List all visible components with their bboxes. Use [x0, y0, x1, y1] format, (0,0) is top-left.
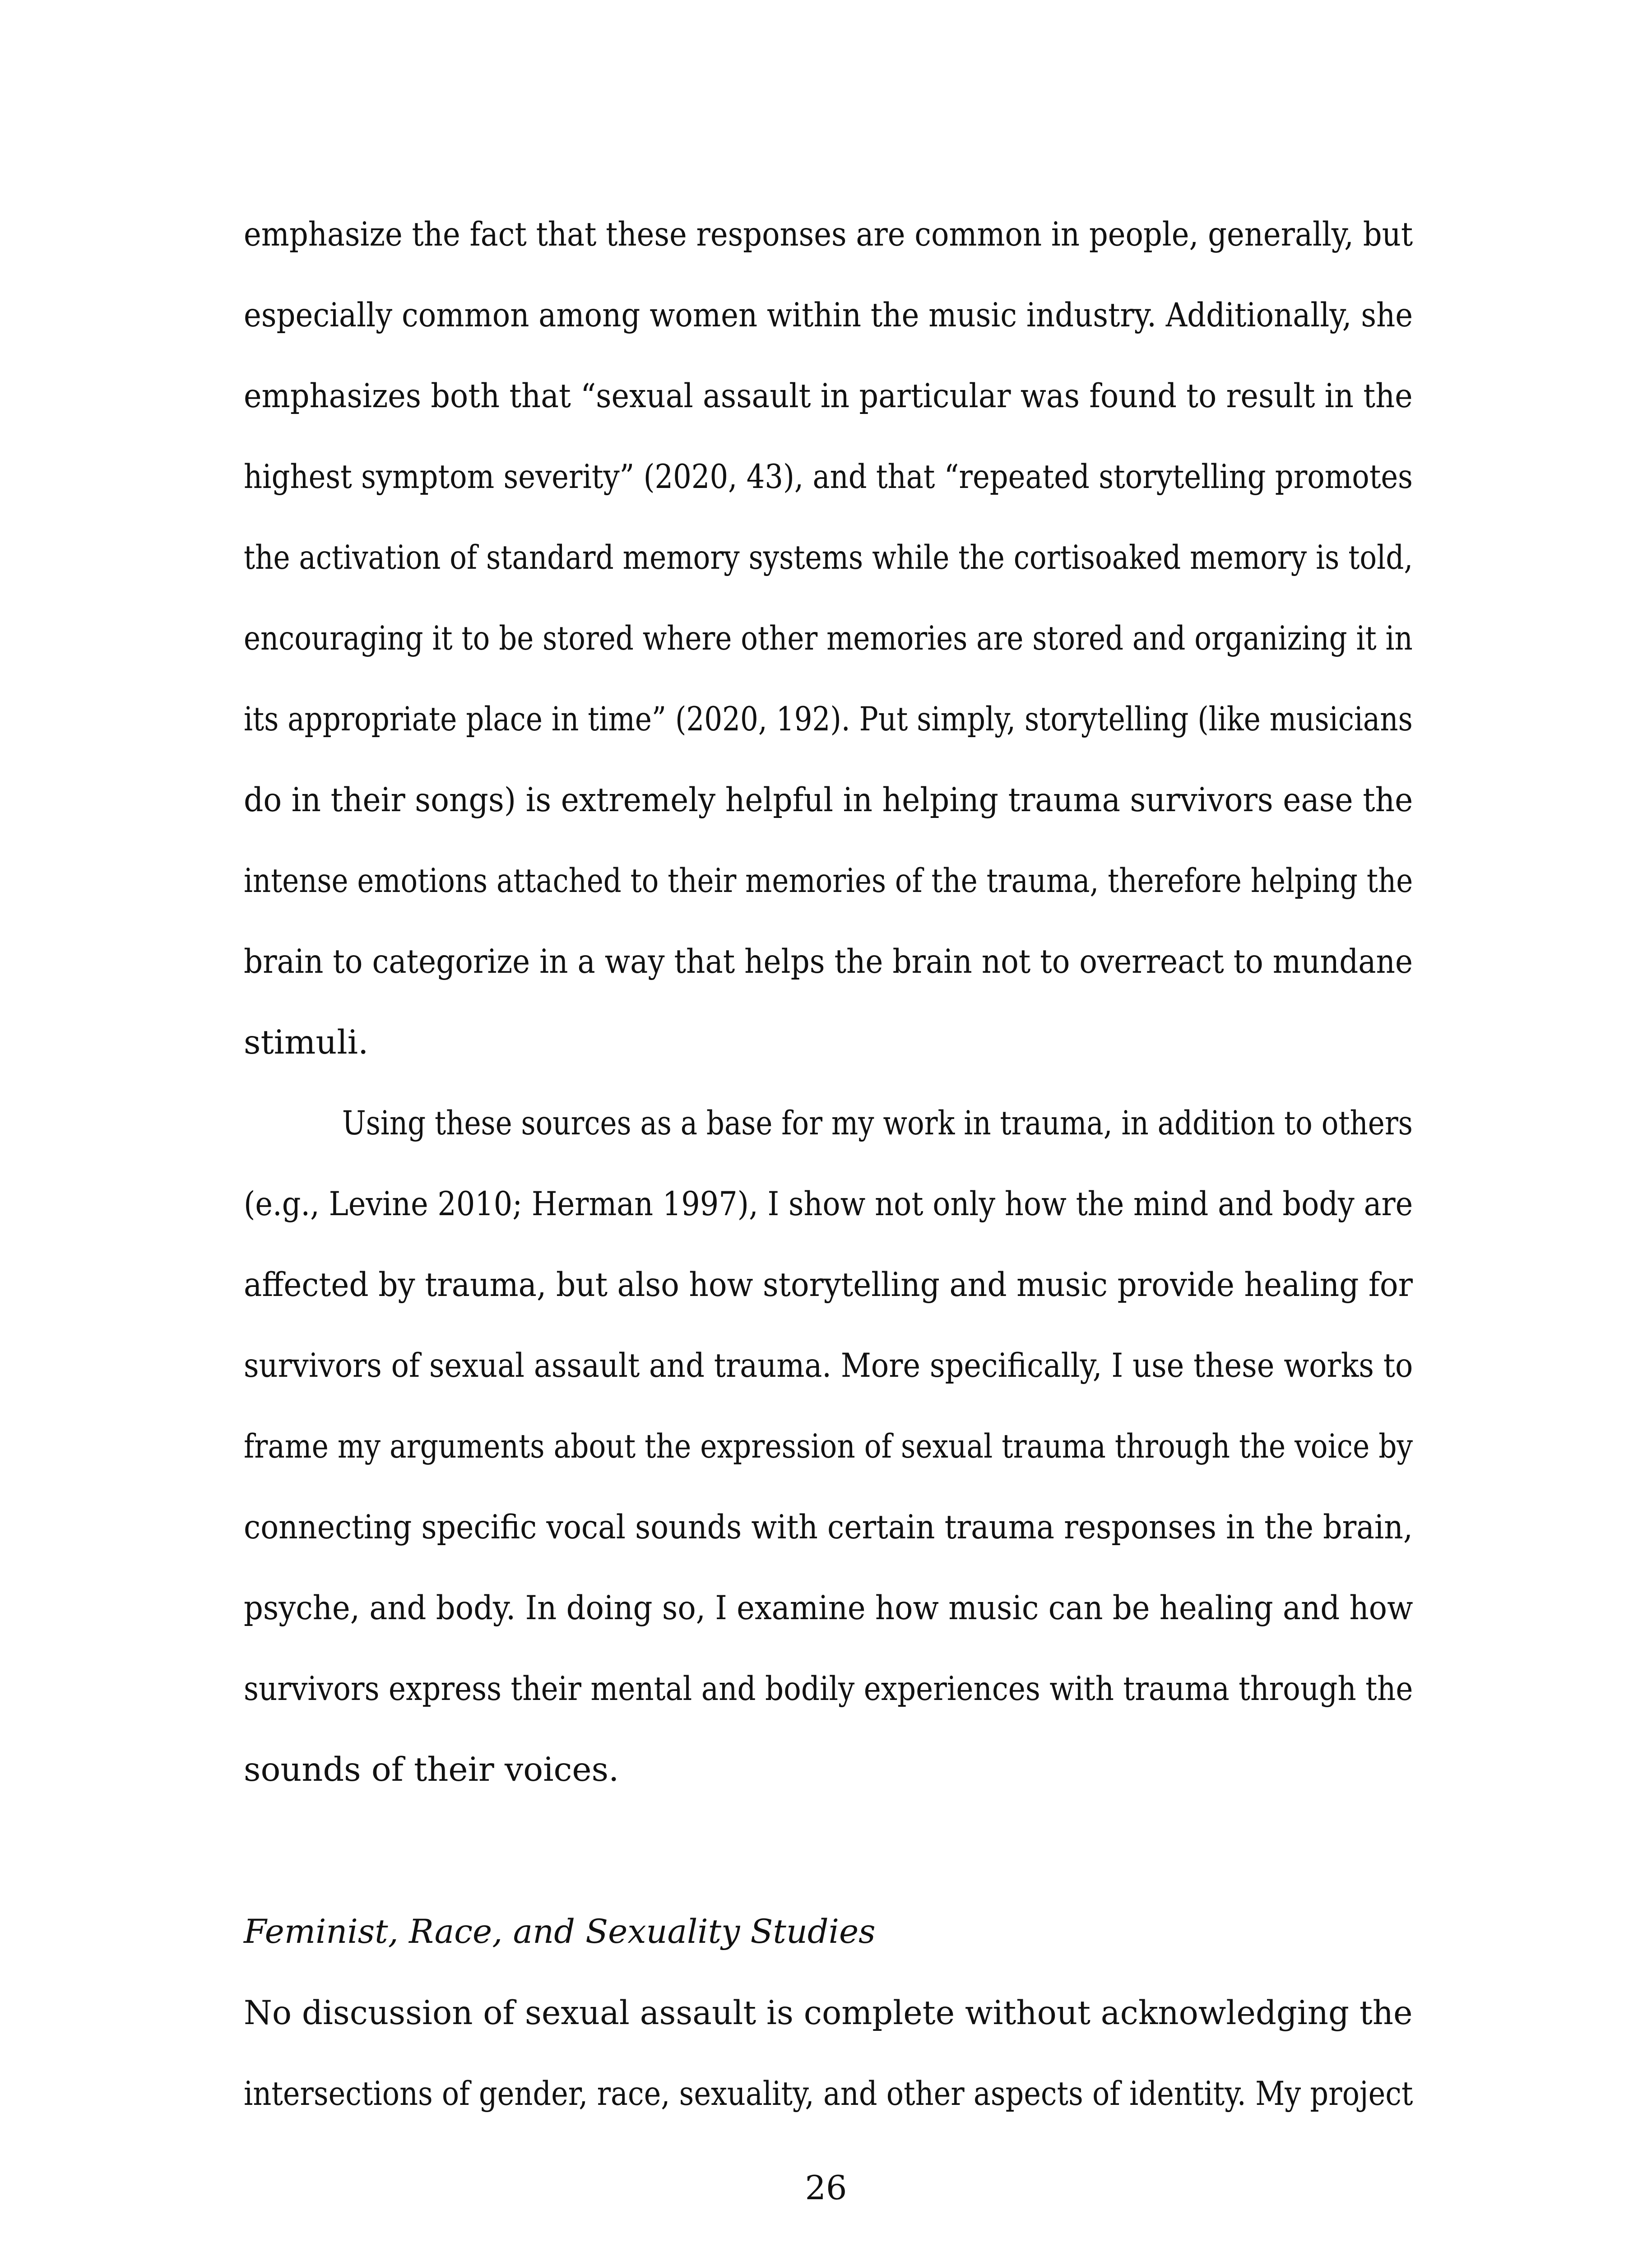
text-line: intense emotions attached to their memories of the trauma, therefore helping the	[244, 862, 1413, 900]
page-number: 26	[805, 2169, 847, 2207]
text-line: connecting specific vocal sounds with certain trauma responses in the brain,	[244, 1508, 1413, 1546]
text-line: survivors of sexual assault and trauma. More specifically, I use these works to	[244, 1347, 1413, 1385]
text-line: encouraging it to be stored where other memories are stored and organizing it in	[244, 619, 1413, 658]
text-line: the activation of standard memory systems while the cortisoaked memory is told,	[244, 539, 1413, 577]
section-heading: Feminist, Race, and Sexuality Studies	[244, 1913, 876, 1951]
text-line: survivors express their mental and bodily experiences with trauma through the	[244, 1670, 1413, 1708]
text-line: Using these sources as a base for my work in trauma, in addition to others	[342, 1104, 1413, 1142]
text-line: frame my arguments about the expression of sexual trauma through the voice by	[244, 1427, 1413, 1466]
text-line: No discussion of sexual assault is complete without acknowledging the	[244, 1994, 1413, 2032]
text-line: sounds of their voices.	[244, 1751, 619, 1789]
text-line: especially common among women within the music industry. Additionally, she	[244, 296, 1413, 334]
text-line: do in their songs) is extremely helpful in helping trauma survivors ease the	[244, 781, 1413, 819]
text-line: affected by trauma, but also how storytelling and music provide healing for	[244, 1266, 1413, 1304]
text-line: brain to categorize in a way that helps the brain not to overreact to mundane	[244, 943, 1413, 981]
text-line: stimuli.	[244, 1023, 369, 1062]
text-line: emphasizes both that “sexual assault in particular was found to result in the	[244, 377, 1413, 415]
text-line: psyche, and body. In doing so, I examine how music can be healing and how	[244, 1589, 1413, 1627]
text-line: its appropriate place in time” (2020, 192). Put simply, storytelling (like musicians	[244, 700, 1413, 738]
text-line: intersections of gender, race, sexuality, and other aspects of identity. My project	[244, 2075, 1413, 2113]
text-line: emphasize the fact that these responses are common in people, generally, but	[244, 215, 1413, 254]
text-line: (e.g., Levine 2010; Herman 1997), I show not only how the mind and body are	[244, 1185, 1413, 1223]
text-line: highest symptom severity” (2020, 43), and that “repeated storytelling promotes	[244, 458, 1413, 496]
